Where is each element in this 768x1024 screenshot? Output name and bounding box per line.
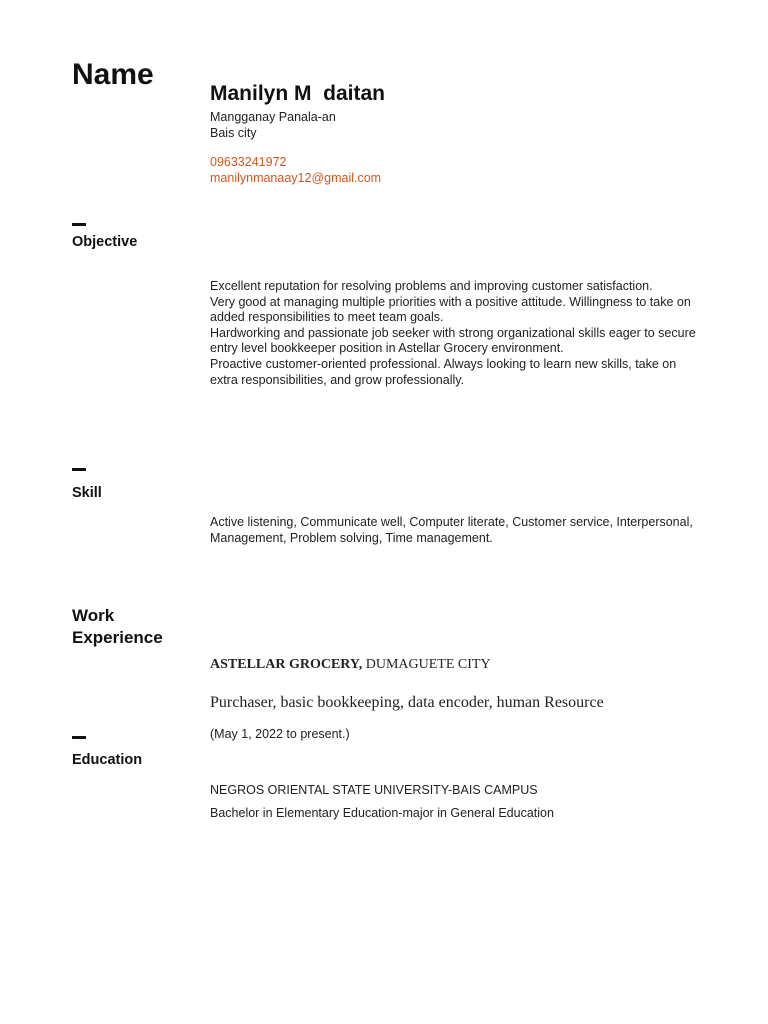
degree: Bachelor in Elementary Education-major in General Education bbox=[210, 806, 554, 820]
job-dates: (May 1, 2022 to present.) bbox=[210, 727, 350, 741]
objective-line: Proactive customer-oriented professional. Always looking to learn new skills, take on bbox=[210, 356, 677, 371]
divider-dot: · bbox=[210, 470, 212, 476]
skill-dash bbox=[72, 468, 86, 471]
employer bbox=[210, 657, 491, 673]
objective-line: Very good at managing multiple priorities with a positive attitude. Willingness to take on bbox=[210, 294, 691, 309]
name-section-label: Name bbox=[72, 58, 154, 91]
full-name: Manilyn M daitan bbox=[210, 82, 386, 105]
address-line-2: Bais city bbox=[210, 126, 257, 140]
objective-dash bbox=[72, 223, 86, 226]
skill-text bbox=[210, 515, 710, 546]
objective-line: Hardworking and passionate job seeker with strong organizational skills eager to secure bbox=[210, 325, 696, 340]
employer-location: DUMAGUETE CITY bbox=[362, 657, 491, 672]
objective-line: added responsibilities to meet team goals. bbox=[210, 310, 444, 325]
employer-name: ASTELLAR GROCERY, bbox=[210, 657, 363, 672]
skill-line: Management, Problem solving, Time management. bbox=[210, 530, 493, 545]
objective-line: Excellent reputation for resolving problems and improving customer satisfaction. bbox=[210, 279, 653, 293]
education-dash bbox=[72, 736, 86, 739]
skill-label: Skill bbox=[72, 485, 102, 501]
skill-line: Active listening, Communicate well, Computer literate, Customer service, Interpersonal, bbox=[210, 515, 693, 529]
job-role: Purchaser, basic bookkeeping, data encoder, human Resource bbox=[210, 694, 604, 711]
objective-label: Objective bbox=[72, 234, 138, 250]
divider-dot: · bbox=[210, 226, 212, 232]
phone-number: 09633241972 bbox=[210, 155, 287, 169]
work-label-line: Work bbox=[72, 606, 115, 625]
objective-line: extra responsibilities, and grow professionally. bbox=[210, 372, 465, 387]
objective-text bbox=[210, 279, 710, 388]
work-label-line: Experience bbox=[72, 628, 163, 647]
divider-dot: · bbox=[210, 616, 212, 622]
email-address: manilynmanaay12@gmail.com bbox=[210, 171, 382, 185]
address-line-1: Mangganay Panala-an bbox=[210, 110, 336, 124]
school-name: NEGROS ORIENTAL STATE UNIVERSITY-BAIS CAMPUS bbox=[210, 783, 538, 797]
education-label: Education bbox=[72, 752, 143, 768]
work-experience-label bbox=[72, 605, 163, 649]
objective-line: entry level bookkeeper position in Astellar Grocery environment. bbox=[210, 341, 564, 356]
